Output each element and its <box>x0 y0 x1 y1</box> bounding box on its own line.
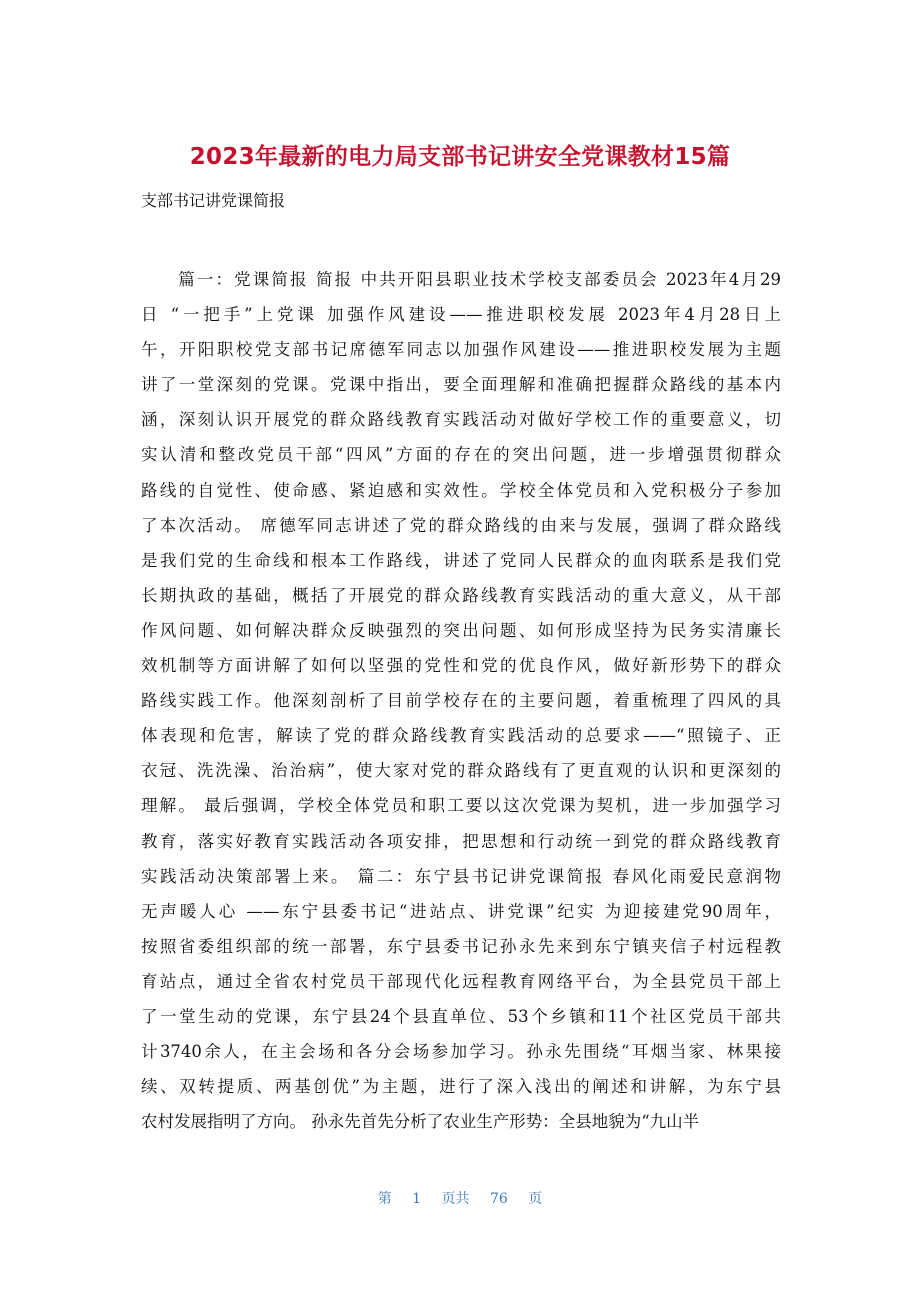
body-line: 午，开阳职校党支部书记席德军同志以加强作风建设——推进职校发展为主题 <box>141 340 781 360</box>
body-line: 无声暖人心 ——东宁县委书记“进站点、讲党课”纪实 为迎接建党90周年， <box>141 901 781 921</box>
body-line: 体表现和危害，解读了党的群众路线教育实践活动的总要求——“照镜子、正 <box>141 726 781 746</box>
body-line: 篇一：党课简报 简报 中共开阳县职业技术学校支部委员会 2023年4月29 <box>141 270 781 289</box>
body-line: 了一堂生动的党课，东宁县24个县直单位、53个乡镇和11个社区党员干部共 <box>141 1006 781 1026</box>
document-title: 2023年最新的电力局支部书记讲安全党课教材15篇 <box>189 144 731 170</box>
body-text <box>141 262 781 1139</box>
body-line: 了本次活动。 席德军同志讲述了党的群众路线的由来与发展，强调了群众路线 <box>141 515 781 535</box>
body-line: 实认清和整改党员干部“四风”方面的存在的突出问题，进一步增强贯彻群众 <box>141 445 781 465</box>
body-line: 路线实践工作。他深刻剖析了目前学校存在的主要问题，着重梳理了四风的具 <box>141 691 781 711</box>
body-line: 讲了一堂深刻的党课。党课中指出，要全面理解和准确把握群众路线的基本内 <box>141 375 781 395</box>
body-line: 农村发展指明了方向。 孙永先首先分析了农业生产形势：全县地貌为“九山半 <box>141 1112 700 1132</box>
body-line: 是我们党的生命线和根本工作路线，讲述了党同人民群众的血肉联系是我们党 <box>141 550 781 570</box>
body-line: 续、双转提质、两基创优”为主题，进行了深入浅出的阐述和讲解，为东宁县 <box>141 1077 781 1097</box>
footer-middle: 页共 <box>441 1191 470 1207</box>
body-line: 衣冠、洗洗澡、治治病”，使大家对党的群众路线有了更直观的认识和更深刻的 <box>141 761 781 781</box>
page-footer <box>0 1188 920 1208</box>
body-line: 涵，深刻认识开展党的群众路线教育实践活动对做好学校工作的重要意义，切 <box>141 410 781 430</box>
body-line: 育站点，通过全省农村党员干部现代化远程教育网络平台，为全县党员干部上 <box>141 971 781 991</box>
body-line: 教育，落实好教育实践活动各项安排，把思想和行动统一到党的群众路线教育 <box>141 831 781 851</box>
body-line: 长期执政的基础，概括了开展党的群众路线教育实践活动的重大意义，从干部 <box>141 585 781 605</box>
document-subtitle: 支部书记讲党课简报 <box>141 191 286 210</box>
footer-total-pages: 76 <box>490 1191 508 1207</box>
body-line: 路线的自觉性、使命感、紧迫感和实效性。学校全体党员和入党积极分子参加 <box>141 480 781 500</box>
body-line: 按照省委组织部的统一部署，东宁县委书记孙永先来到东宁镇夹信子村远程教 <box>141 936 781 956</box>
body-line: 作风问题、如何解决群众反映强烈的突出问题、如何形成坚持为民务实清廉长 <box>141 620 781 640</box>
body-line: 实践活动决策部署上来。 篇二：东宁县书记讲党课简报 春风化雨爱民意润物 <box>141 866 781 886</box>
footer-page-number: 1 <box>412 1191 422 1207</box>
footer-prefix: 第 <box>377 1191 392 1207</box>
footer-suffix: 页 <box>528 1191 543 1207</box>
body-line: 日 “一把手”上党课 加强作风建设——推进职校发展 2023年4月28日上 <box>141 305 781 325</box>
body-line: 理解。 最后强调，学校全体党员和职工要以这次党课为契机，进一步加强学习 <box>141 796 781 816</box>
body-line: 效机制等方面讲解了如何以坚强的党性和党的优良作风，做好新形势下的群众 <box>141 656 781 676</box>
body-line: 计3740余人，在主会场和各分会场参加学习。孙永先围绕“耳烟当家、林果接 <box>141 1042 781 1062</box>
